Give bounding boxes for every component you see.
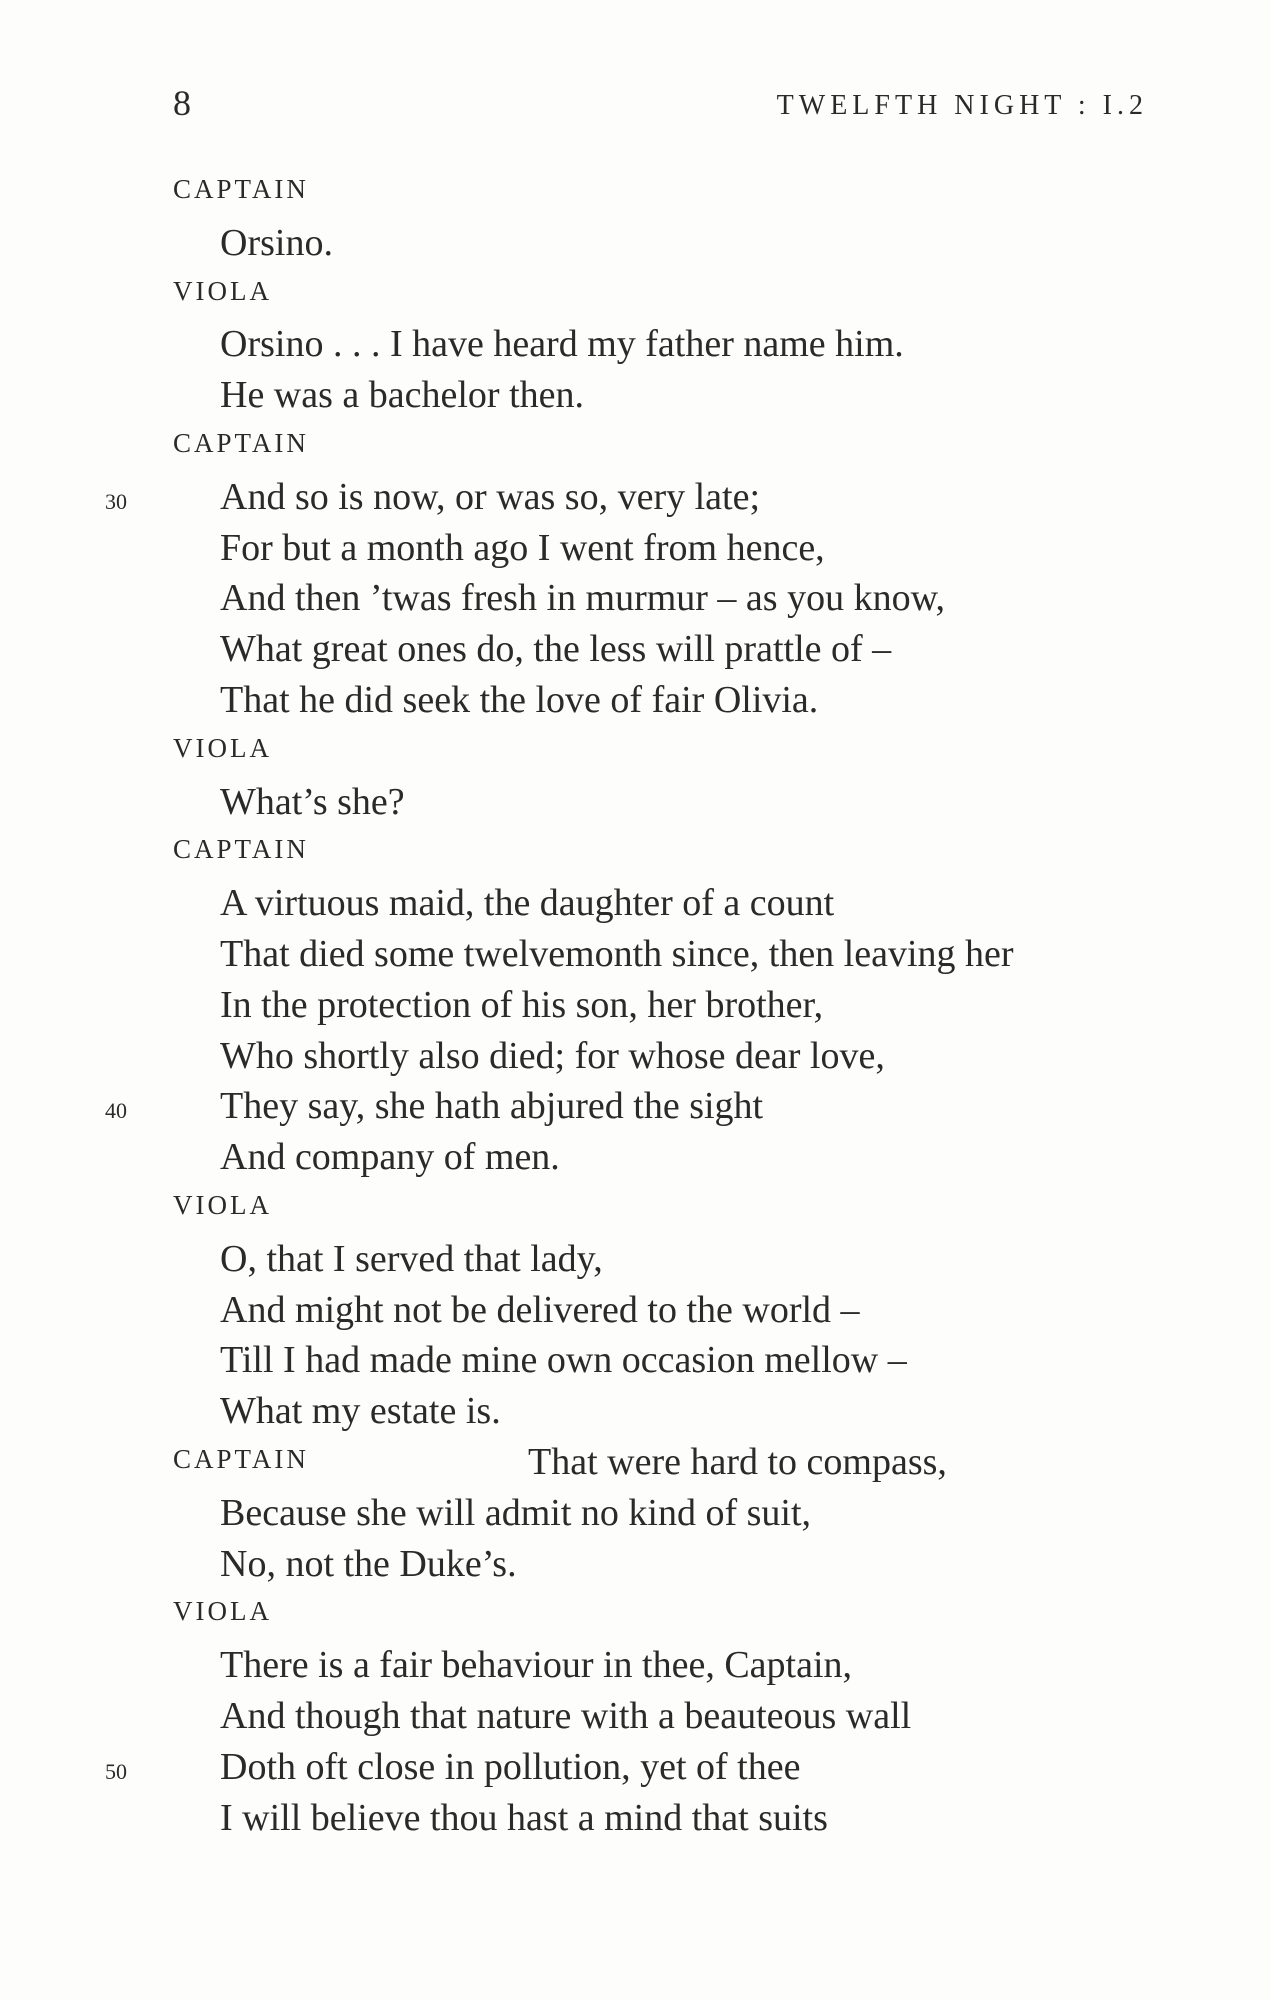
verse-text: And then ’twas fresh in murmur – as you know, <box>220 577 946 620</box>
verse-text: O, that I served that lady, <box>220 1237 603 1280</box>
page-header <box>0 82 1270 132</box>
verse-line <box>0 221 1270 272</box>
speaker-line <box>0 1592 1270 1643</box>
verse-text: That were hard to compass, <box>528 1440 947 1483</box>
verse-line <box>0 322 1270 373</box>
verse-text: And though that nature with a beauteous wall <box>220 1694 912 1737</box>
speaker-line <box>0 424 1270 475</box>
speaker-name: CAPTAIN <box>173 834 309 865</box>
speaker-name: CAPTAIN <box>173 427 309 458</box>
verse-text: For but a month ago I went from hence, <box>220 526 825 569</box>
verse-text: Orsino . . . I have heard my father name him. <box>220 323 904 366</box>
verse-line <box>0 1694 1270 1745</box>
verse-text: I will believe thou hast a mind that suits <box>220 1796 828 1839</box>
speaker-name: VIOLA <box>173 275 272 306</box>
verse-text: Who shortly also died; for whose dear love, <box>220 1034 885 1077</box>
verse-line <box>0 932 1270 983</box>
speaker-name: CAPTAIN <box>173 174 309 204</box>
verse-text: That died some twelvemonth since, then leaving her <box>220 932 1014 975</box>
verse-text: He was a bachelor then. <box>220 374 585 417</box>
verse-text: No, not the Duke’s. <box>220 1542 517 1585</box>
speaker-name: VIOLA <box>173 1189 272 1220</box>
verse-text: In the protection of his son, her brother, <box>220 983 824 1026</box>
speaker-name: CAPTAIN <box>173 1443 309 1474</box>
verse-text: A virtuous maid, the daughter of a count <box>220 882 835 925</box>
line-number: 50 <box>105 1758 127 1784</box>
verse-text: There is a fair behaviour in thee, Captain, <box>220 1644 853 1687</box>
verse-text: Orsino. <box>220 221 333 264</box>
verse-line <box>0 1745 1270 1796</box>
speaker-line <box>0 272 1270 323</box>
line-number: 40 <box>105 1098 127 1124</box>
verse-text: And might not be delivered to the world – <box>220 1288 860 1331</box>
verse-line <box>0 1643 1270 1694</box>
verse-line <box>0 526 1270 577</box>
verse-line <box>0 627 1270 678</box>
speaker-name: VIOLA <box>173 732 272 763</box>
verse-line <box>0 1237 1270 1288</box>
verse-line <box>0 1389 1270 1440</box>
speaker-line <box>0 170 1270 221</box>
verse-line <box>0 983 1270 1034</box>
verse-line <box>0 678 1270 729</box>
verse-line <box>0 1491 1270 1542</box>
verse-text: What great ones do, the less will prattle of – <box>220 628 892 671</box>
verse-line <box>0 373 1270 424</box>
verse-text: Till I had made mine own occasion mellow – <box>220 1339 907 1382</box>
verse-line <box>0 881 1270 932</box>
verse-line <box>0 780 1270 831</box>
verse-line <box>0 1796 1270 1847</box>
verse-line <box>0 475 1270 526</box>
verse-text: They say, she hath abjured the sight <box>220 1085 764 1128</box>
play-text <box>0 170 1270 1846</box>
verse-line <box>0 1288 1270 1339</box>
verse-line <box>0 1440 1270 1491</box>
verse-text: What’s she? <box>220 780 405 823</box>
verse-text: And so is now, or was so, very late; <box>220 475 761 518</box>
verse-text: And company of men. <box>220 1136 560 1179</box>
speaker-line <box>0 1186 1270 1237</box>
verse-line <box>0 1135 1270 1186</box>
page-number: 8 <box>173 83 191 123</box>
verse-line <box>0 576 1270 627</box>
verse-text: Doth oft close in pollution, yet of thee <box>220 1745 801 1788</box>
verse-line <box>0 1338 1270 1389</box>
verse-text: Because she will admit no kind of suit, <box>220 1491 812 1534</box>
verse-line <box>0 1084 1270 1135</box>
verse-line <box>0 1034 1270 1085</box>
speaker-line <box>0 830 1270 881</box>
speaker-name: VIOLA <box>173 1596 272 1627</box>
speaker-line <box>0 729 1270 780</box>
verse-line <box>0 1542 1270 1593</box>
verse-text: That he did seek the love of fair Olivia. <box>220 678 819 721</box>
line-number: 30 <box>105 488 127 514</box>
verse-text: What my estate is. <box>220 1390 501 1433</box>
running-title: TWELFTH NIGHT : I.2 <box>776 90 1148 121</box>
